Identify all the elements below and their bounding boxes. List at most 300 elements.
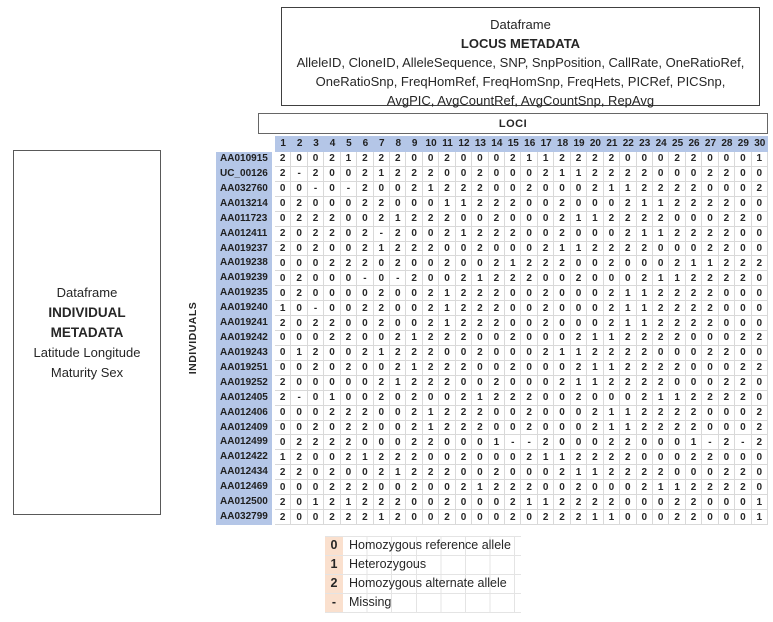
genotype-cell: 0: [341, 316, 357, 331]
loci-axis-label: LOCI: [258, 113, 768, 134]
genotype-cell: 0: [719, 152, 735, 167]
locus-column-number: 5: [346, 138, 352, 149]
genotype-cell: 0: [538, 197, 554, 212]
genotype-cell: 2: [653, 361, 669, 376]
genotype-cell: 2: [357, 227, 373, 242]
locus-column-number: 25: [672, 138, 684, 149]
genotype-cell: 2: [538, 286, 554, 301]
genotype-cell: 2: [587, 182, 603, 197]
genotype-cell: 2: [489, 212, 505, 227]
genotype-cell: 2: [702, 480, 718, 495]
genotype-cell: 0: [324, 242, 340, 257]
genotype-cell: 0: [308, 450, 324, 465]
genotype-cell: 2: [324, 480, 340, 495]
genotype-cell: 0: [456, 465, 472, 480]
genotype-cell: 1: [587, 212, 603, 227]
genotype-cell: 0: [521, 465, 537, 480]
genotype-cell: 2: [357, 421, 373, 436]
genotype-cell: 2: [308, 316, 324, 331]
genotype-cell: 0: [390, 197, 406, 212]
genotype-cell: 2: [669, 182, 685, 197]
genotype-cell: 0: [406, 286, 422, 301]
genotype-cell: 0: [505, 346, 521, 361]
genotype-cell: 0: [538, 391, 554, 406]
genotype-cell: 2: [604, 152, 620, 167]
genotype-cell: 0: [423, 227, 439, 242]
genotype-cell: 2: [472, 227, 488, 242]
individuals-axis-label: INDIVIDUALS: [187, 301, 199, 375]
genotype-cell: 2: [653, 421, 669, 436]
genotype-cell: 0: [653, 450, 669, 465]
individual-id-label: AA019240: [220, 302, 268, 314]
genotype-cell: 2: [390, 167, 406, 182]
genotype-cell: 2: [521, 421, 537, 436]
genotype-cell: 1: [653, 271, 669, 286]
genotype-cell: 2: [702, 286, 718, 301]
genotype-cell: 2: [571, 271, 587, 286]
legend-row: [325, 594, 521, 613]
genotype-cell: 1: [620, 316, 636, 331]
genotype-cell: 0: [456, 167, 472, 182]
genotype-cell: 1: [571, 212, 587, 227]
genotype-cell: 2: [275, 391, 291, 406]
genotype-cell: 1: [637, 316, 653, 331]
locus-column-number: 1: [280, 138, 286, 149]
genotype-cell: 1: [587, 331, 603, 346]
genotype-cell: 2: [308, 212, 324, 227]
genotype-cell: 0: [472, 495, 488, 510]
genotype-cell: 2: [456, 361, 472, 376]
genotype-cell: 0: [341, 301, 357, 316]
genotype-cell: 0: [653, 152, 669, 167]
genotype-cell: 1: [406, 361, 422, 376]
genotype-cell: 0: [752, 301, 768, 316]
genotype-cell: 0: [308, 286, 324, 301]
genotype-cell: 0: [702, 465, 718, 480]
genotype-cell: 2: [489, 316, 505, 331]
genotype-cell: 0: [587, 391, 603, 406]
genotype-cell: 2: [571, 450, 587, 465]
genotype-cell: 2: [374, 316, 390, 331]
genotype-cell: 2: [571, 152, 587, 167]
genotype-cell: 2: [702, 242, 718, 257]
genotype-cell: 2: [702, 197, 718, 212]
genotype-cell: 2: [637, 331, 653, 346]
genotype-cell: 0: [554, 271, 570, 286]
genotype-cell: 0: [456, 376, 472, 391]
genotype-cell: 1: [752, 510, 768, 525]
genotype-cell: 2: [374, 465, 390, 480]
genotype-cell: 0: [669, 212, 685, 227]
genotype-cell: 2: [390, 152, 406, 167]
genotype-cell: 2: [341, 421, 357, 436]
genotype-cell: 2: [604, 242, 620, 257]
genotype-cell: 0: [521, 167, 537, 182]
genotype-cell: 0: [669, 346, 685, 361]
genotype-cell: 1: [571, 465, 587, 480]
genotype-cell: 2: [587, 346, 603, 361]
genotype-cell: 2: [538, 256, 554, 271]
genotype-cell: 0: [489, 510, 505, 525]
genotype-cell: 0: [554, 182, 570, 197]
genotype-cell: 1: [554, 450, 570, 465]
genotype-cell: 0: [620, 495, 636, 510]
genotype-cell: 0: [752, 212, 768, 227]
genotype-cell: 0: [324, 301, 340, 316]
genotype-cell: 1: [637, 227, 653, 242]
genotype-cell: 2: [472, 182, 488, 197]
genotype-cell: 0: [374, 256, 390, 271]
genotype-cell: 2: [374, 197, 390, 212]
genotype-cell: 0: [719, 450, 735, 465]
genotype-cell: 0: [669, 167, 685, 182]
genotype-cell: 0: [735, 286, 751, 301]
genotype-cell: 2: [456, 316, 472, 331]
genotype-cell: 0: [324, 286, 340, 301]
individual-id-label: UC_00126: [220, 167, 268, 179]
genotype-cell: 0: [439, 480, 455, 495]
genotype-cell: 2: [587, 406, 603, 421]
genotype-cell: 2: [456, 271, 472, 286]
genotype-cell: 2: [291, 271, 307, 286]
genotype-cell: 0: [686, 346, 702, 361]
genotype-cell: 2: [275, 376, 291, 391]
locus-column-number: 14: [491, 138, 503, 149]
genotype-cell: 0: [752, 316, 768, 331]
genotype-cell: 0: [390, 480, 406, 495]
genotype-cell: -: [357, 271, 373, 286]
genotype-cell: 2: [752, 421, 768, 436]
locus-column-number: 22: [622, 138, 634, 149]
genotype-cell: 2: [390, 450, 406, 465]
genotype-cell: 2: [324, 406, 340, 421]
genotype-cell: 0: [439, 391, 455, 406]
locus-column-number: 15: [507, 138, 519, 149]
genotype-cell: 1: [374, 242, 390, 257]
genotype-cell: 2: [604, 212, 620, 227]
genotype-cell: 2: [341, 450, 357, 465]
genotype-cell: 2: [554, 227, 570, 242]
individual-id-label: AA012411: [220, 227, 268, 239]
genotype-cell: 2: [439, 510, 455, 525]
genotype-cell: 0: [308, 465, 324, 480]
genotype-cell: 2: [686, 182, 702, 197]
genotype-cell: 2: [554, 212, 570, 227]
individual-id-label: AA012422: [220, 451, 268, 463]
genotype-cell: 0: [554, 480, 570, 495]
genotype-cell: 0: [521, 227, 537, 242]
genotype-cell: 0: [275, 435, 291, 450]
genotype-cell: 2: [637, 421, 653, 436]
genotype-cell: 2: [357, 480, 373, 495]
genotype-cell: 0: [341, 271, 357, 286]
genotype-cell: 0: [752, 480, 768, 495]
genotype-cell: 2: [308, 346, 324, 361]
genotype-cell: 1: [472, 480, 488, 495]
genotype-cell: 0: [308, 391, 324, 406]
genotype-cell: 0: [719, 301, 735, 316]
genotype-cell: 2: [439, 465, 455, 480]
genotype-cell: 2: [719, 212, 735, 227]
genotype-cell: 2: [653, 331, 669, 346]
genotype-cell: 0: [489, 167, 505, 182]
genotype-cell: 2: [686, 406, 702, 421]
genotype-cell: 2: [554, 256, 570, 271]
locus-box-subtitle: LOCUS METADATA: [460, 36, 581, 51]
genotype-cell: 2: [669, 361, 685, 376]
genotype-cell: 0: [357, 391, 373, 406]
genotype-cell: 2: [324, 227, 340, 242]
genotype-cell: 2: [423, 435, 439, 450]
genotype-cell: 2: [423, 286, 439, 301]
genotype-cell: 1: [587, 510, 603, 525]
genotype-cell: 0: [702, 406, 718, 421]
genotype-cell: 2: [341, 361, 357, 376]
genotype-cell: 2: [456, 301, 472, 316]
genotype-cell: 2: [702, 450, 718, 465]
genotype-cell: 2: [291, 465, 307, 480]
individual-id-label: AA012434: [220, 466, 268, 478]
genotype-cell: 0: [406, 197, 422, 212]
genotype-cell: 2: [637, 361, 653, 376]
genotype-cell: 1: [604, 510, 620, 525]
genotype-cell: 0: [752, 167, 768, 182]
genotype-cell: 2: [637, 271, 653, 286]
genotype-cell: 2: [456, 391, 472, 406]
individual-box-fields-1: Latitude Longitude: [33, 344, 141, 360]
genotype-cell: 2: [324, 510, 340, 525]
genotype-cell: 2: [620, 435, 636, 450]
genotype-cell: 2: [439, 361, 455, 376]
genotype-cell: 2: [554, 152, 570, 167]
genotype-cell: 2: [702, 346, 718, 361]
genotype-cell: 2: [587, 495, 603, 510]
genotype-cell: 2: [308, 361, 324, 376]
genotype-cell: 0: [653, 495, 669, 510]
individual-id-label: AA019242: [220, 332, 268, 344]
genotype-cell: 2: [538, 316, 554, 331]
genotype-cell: 2: [374, 212, 390, 227]
genotype-cell: 2: [291, 435, 307, 450]
genotype-cell: 0: [291, 510, 307, 525]
genotype-cell: 0: [587, 227, 603, 242]
genotype-cell: 0: [406, 256, 422, 271]
locus-column-number: 23: [639, 138, 651, 149]
genotype-cell: 2: [735, 331, 751, 346]
locus-column-number: 29: [737, 138, 749, 149]
genotype-cell: 2: [456, 480, 472, 495]
genotype-cell: 0: [291, 316, 307, 331]
genotype-cell: 1: [669, 271, 685, 286]
genotype-cell: 2: [390, 361, 406, 376]
genotype-cell: 2: [686, 152, 702, 167]
genotype-cell: 0: [505, 242, 521, 257]
genotype-cell: 0: [538, 227, 554, 242]
genotype-cell: 0: [308, 152, 324, 167]
genotype-cell: 0: [341, 227, 357, 242]
genotype-cell: 2: [489, 227, 505, 242]
genotype-cell: 2: [406, 376, 422, 391]
genotype-cell: 2: [439, 152, 455, 167]
individual-id-label: AA012499: [220, 436, 268, 448]
genotype-cell: 0: [505, 167, 521, 182]
genotype-cell: 2: [620, 242, 636, 257]
genotype-cell: 2: [472, 301, 488, 316]
genotype-cell: 2: [735, 376, 751, 391]
genotype-cell: 2: [275, 152, 291, 167]
genotype-cell: 0: [341, 167, 357, 182]
locus-box-fields: AlleleID, CloneID, AlleleSequence, SNP, SnpPosition, CallRate, OneRatioRef, OneRatioSnp, FreqHomRef, FreqHomSnp, FreqHets, PICRef, PICSnp, AvgPIC, AvgCountRef, AvgCountSnp, RepAvg: [296, 55, 745, 108]
genotype-cell: 0: [291, 331, 307, 346]
individual-id-label: AA019235: [220, 287, 268, 299]
genotype-cell: 0: [702, 495, 718, 510]
genotype-cell: 2: [291, 286, 307, 301]
genotype-cell: 0: [521, 361, 537, 376]
genotype-cell: 2: [439, 421, 455, 436]
genotype-cell: 2: [489, 286, 505, 301]
individual-box-title: Dataframe: [56, 284, 118, 300]
legend-label: Missing: [343, 594, 521, 612]
genotype-cell: 0: [489, 346, 505, 361]
genotype-cell: 0: [489, 421, 505, 436]
genotype-cell: 2: [324, 316, 340, 331]
locus-column-number: 17: [540, 138, 552, 149]
genotype-cell: 2: [406, 480, 422, 495]
genotype-cell: 0: [735, 495, 751, 510]
genotype-cell: 2: [702, 271, 718, 286]
genotype-cell: 2: [653, 212, 669, 227]
genotype-cell: 0: [439, 435, 455, 450]
individual-id-label: AA010915: [220, 153, 268, 164]
genotype-cell: 0: [719, 406, 735, 421]
genotype-cell: -: [341, 182, 357, 197]
genotype-cell: 2: [604, 435, 620, 450]
genotype-cell: 2: [653, 376, 669, 391]
genotype-cell: 2: [341, 256, 357, 271]
genotype-cell: 0: [505, 286, 521, 301]
genotype-cell: 0: [390, 406, 406, 421]
genotype-cell: 0: [587, 316, 603, 331]
locus-column-number: 12: [458, 138, 470, 149]
genotype-cell: 2: [406, 435, 422, 450]
locus-column-number: 18: [557, 138, 569, 149]
genotype-cell: 2: [620, 361, 636, 376]
genotype-cell: 2: [341, 435, 357, 450]
genotype-cell: 2: [521, 391, 537, 406]
genotype-cell: 0: [489, 182, 505, 197]
genotype-cell: 0: [735, 242, 751, 257]
genotype-cell: 1: [521, 152, 537, 167]
genotype-cell: 2: [505, 152, 521, 167]
genotype-cell: 2: [357, 197, 373, 212]
genotype-cell: 0: [472, 435, 488, 450]
genotype-cell: 0: [752, 271, 768, 286]
genotype-cell: 0: [489, 450, 505, 465]
genotype-cell: 2: [669, 495, 685, 510]
genotype-cell: 2: [719, 242, 735, 257]
genotype-cell: 2: [686, 391, 702, 406]
genotype-cell: 2: [719, 376, 735, 391]
genotype-cell: 0: [752, 465, 768, 480]
genotype-cell: 2: [275, 242, 291, 257]
genotype-cell: 1: [571, 346, 587, 361]
genotype-cell: 2: [439, 495, 455, 510]
genotype-cell: 0: [752, 286, 768, 301]
genotype-cell: 2: [423, 301, 439, 316]
genotype-cell: 2: [505, 271, 521, 286]
genotype-cell: 0: [521, 316, 537, 331]
genotype-cell: 1: [324, 391, 340, 406]
genotype-cell: 0: [406, 316, 422, 331]
individual-id-label: AA012409: [220, 421, 268, 433]
genotype-cell: 1: [538, 450, 554, 465]
locus-column-number: 28: [721, 138, 733, 149]
individual-id-label: AA019252: [220, 376, 268, 388]
genotype-cell: 0: [719, 495, 735, 510]
genotype-cell: 2: [291, 450, 307, 465]
genotype-cell: 2: [489, 271, 505, 286]
genotype-cell: 0: [719, 286, 735, 301]
individual-id-label: AA012500: [220, 496, 268, 508]
genotype-cell: 2: [669, 301, 685, 316]
genotype-cell: 2: [472, 197, 488, 212]
genotype-cell: -: [291, 391, 307, 406]
genotype-cell: 0: [489, 331, 505, 346]
genotype-cell: 0: [423, 256, 439, 271]
genotype-matrix: [275, 152, 768, 525]
genotype-cell: 1: [341, 152, 357, 167]
genotype-cell: 2: [686, 450, 702, 465]
genotype-cell: 2: [505, 391, 521, 406]
genotype-cell: 2: [702, 167, 718, 182]
genotype-cell: 2: [406, 271, 422, 286]
genotype-cell: 0: [308, 197, 324, 212]
genotype-cell: 2: [291, 212, 307, 227]
genotype-cell: 2: [735, 361, 751, 376]
locus-column-number: 8: [395, 138, 402, 149]
genotype-cell: 0: [456, 256, 472, 271]
genotype-cell: 0: [472, 331, 488, 346]
individual-id-label: AA032799: [220, 511, 268, 523]
genotype-cell: 1: [669, 391, 685, 406]
genotype-cell: 2: [686, 227, 702, 242]
genotype-cell: 0: [439, 450, 455, 465]
genotype-cell: 0: [291, 256, 307, 271]
genotype-cell: 0: [324, 271, 340, 286]
individual-id-label: AA019239: [220, 272, 268, 284]
genotype-cell: 0: [538, 465, 554, 480]
genotype-cell: 2: [456, 182, 472, 197]
genotype-cell: 0: [702, 152, 718, 167]
genotype-cell: 2: [357, 406, 373, 421]
genotype-cell: 0: [571, 316, 587, 331]
genotype-cell: 2: [620, 197, 636, 212]
genotype-cell: 2: [374, 391, 390, 406]
genotype-cell: 0: [571, 197, 587, 212]
genotype-cell: 0: [587, 480, 603, 495]
genotype-cell: 1: [653, 197, 669, 212]
genotype-cell: 2: [669, 316, 685, 331]
genotype-cell: 0: [308, 271, 324, 286]
individual-id-label: AA012405: [220, 391, 268, 403]
genotype-cell: 0: [505, 465, 521, 480]
genotype-cell: 1: [291, 346, 307, 361]
legend-row: [325, 537, 521, 556]
individual-box-fields-2: Maturity Sex: [50, 364, 124, 380]
genotype-cell: 0: [620, 152, 636, 167]
genotype-cell: 2: [637, 167, 653, 182]
genotype-cell: 2: [521, 182, 537, 197]
